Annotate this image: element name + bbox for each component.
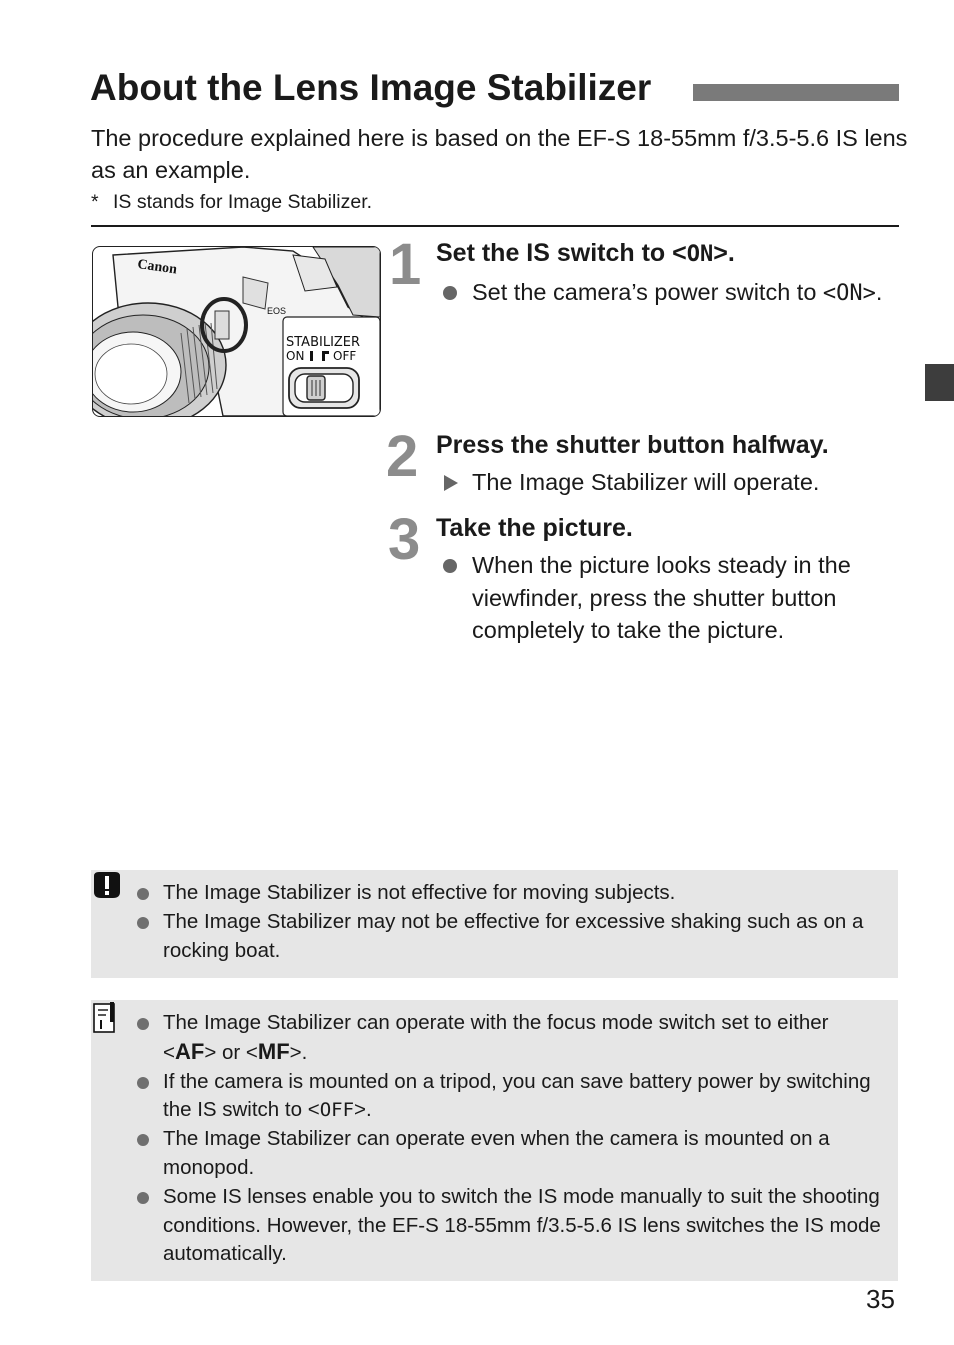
bullet-dot-icon (137, 1018, 149, 1030)
step-2-number: 2 (386, 424, 417, 489)
step-1-title-code: ON (686, 242, 714, 267)
title-decoration-bar (693, 84, 899, 101)
note-item-text: >. (354, 1098, 372, 1122)
step-3-bullet (436, 549, 906, 647)
caution-item (135, 908, 885, 966)
bullet-dot-icon (443, 286, 457, 300)
note-item (135, 1125, 885, 1183)
chapter-tab-marker (925, 364, 954, 401)
step-1-bullet-code: <ON> (822, 281, 876, 306)
camera-model-label: EOS (267, 306, 287, 316)
af-mode-label: AF (174, 1038, 205, 1064)
switch-on-label: ON (286, 349, 305, 363)
step-1-bullet-text: Set the camera’s power switch to (472, 279, 823, 305)
note-box (91, 1000, 898, 1281)
note-item-text: The Image Stabilizer can operate with the focus mode switch set to either < (163, 1011, 829, 1064)
camera-drawing (93, 247, 380, 416)
caution-item-text: The Image Stabilizer may not be effective for excessive shaking such as on a rocking boat. (163, 909, 864, 962)
note-list (135, 1009, 885, 1269)
mf-mode-label: MF (257, 1038, 290, 1064)
result-arrow-icon (444, 475, 458, 491)
step-3-title: Take the picture. (436, 514, 633, 542)
note-item (135, 1068, 885, 1126)
page-number: 35 (866, 1284, 895, 1314)
step-2-body (436, 466, 906, 499)
bullet-dot-icon (137, 1077, 149, 1089)
step-3-body (436, 549, 906, 647)
note-item-text: The Image Stabilizer can operate even when the camera is mounted on a monopod. (163, 1127, 830, 1179)
note-item (135, 1009, 885, 1068)
note-item-text: >. (289, 1040, 308, 1064)
camera-lens-illustration (92, 246, 381, 417)
footnote-text: IS stands for Image Stabilizer. (113, 191, 373, 213)
step-3-number: 3 (388, 507, 419, 572)
bullet-dot-icon (137, 1134, 149, 1146)
step-2-title: Press the shutter button halfway. (436, 431, 829, 459)
bullet-dot-icon (137, 888, 149, 900)
switch-off-label: OFF (333, 349, 357, 363)
brand-label: Canon (136, 257, 178, 278)
section-divider (91, 225, 899, 227)
caution-item (135, 879, 885, 908)
step-1-title-end: >. (713, 239, 735, 267)
note-item-text: Some IS lenses enable you to switch the IS mode manually to suit the shooting conditions. However, the EF-S 18-55mm f/3.5-5.6 IS lens switches the IS mode automatically. (163, 1184, 881, 1266)
bullet-dot-icon (137, 917, 149, 929)
note-item-text: > or < (204, 1040, 258, 1064)
caution-icon (91, 870, 131, 910)
bullet-dot-icon (137, 1192, 149, 1204)
step-1-body (436, 276, 906, 311)
step-1-number: 1 (389, 232, 420, 297)
step-2-bullet (436, 466, 906, 499)
step-2-bullet-text: The Image Stabilizer will operate. (472, 469, 820, 495)
page-title: About the Lens Image Stabilizer (90, 67, 652, 108)
note-item-text: If the camera is mounted on a tripod, you can save battery power by switching the IS switch to < (163, 1069, 871, 1122)
intro-paragraph: The procedure explained here is based on the EF-S 18-55mm f/3.5-5.6 IS lens as an example. (91, 125, 908, 183)
off-switch-label: OFF (319, 1099, 355, 1122)
caution-box (91, 870, 898, 978)
step-1-bullet (436, 276, 906, 311)
caution-list (135, 879, 885, 965)
step-1-bullet-end: . (875, 279, 883, 305)
step-3-bullet-text: When the picture looks steady in the viewfinder, press the shutter button completely to take the picture. (472, 552, 851, 643)
caution-item-text: The Image Stabilizer is not effective for moving subjects. (163, 881, 676, 904)
footnote (91, 189, 372, 215)
memo-icon (91, 1000, 131, 1040)
stabilizer-label: STABILIZER (286, 335, 361, 350)
step-1-title (436, 238, 735, 270)
step-1-title-text: Set the IS switch to < (436, 239, 687, 267)
bullet-dot-icon (443, 559, 457, 573)
footnote-mark: * (91, 191, 99, 213)
note-item (135, 1183, 885, 1269)
